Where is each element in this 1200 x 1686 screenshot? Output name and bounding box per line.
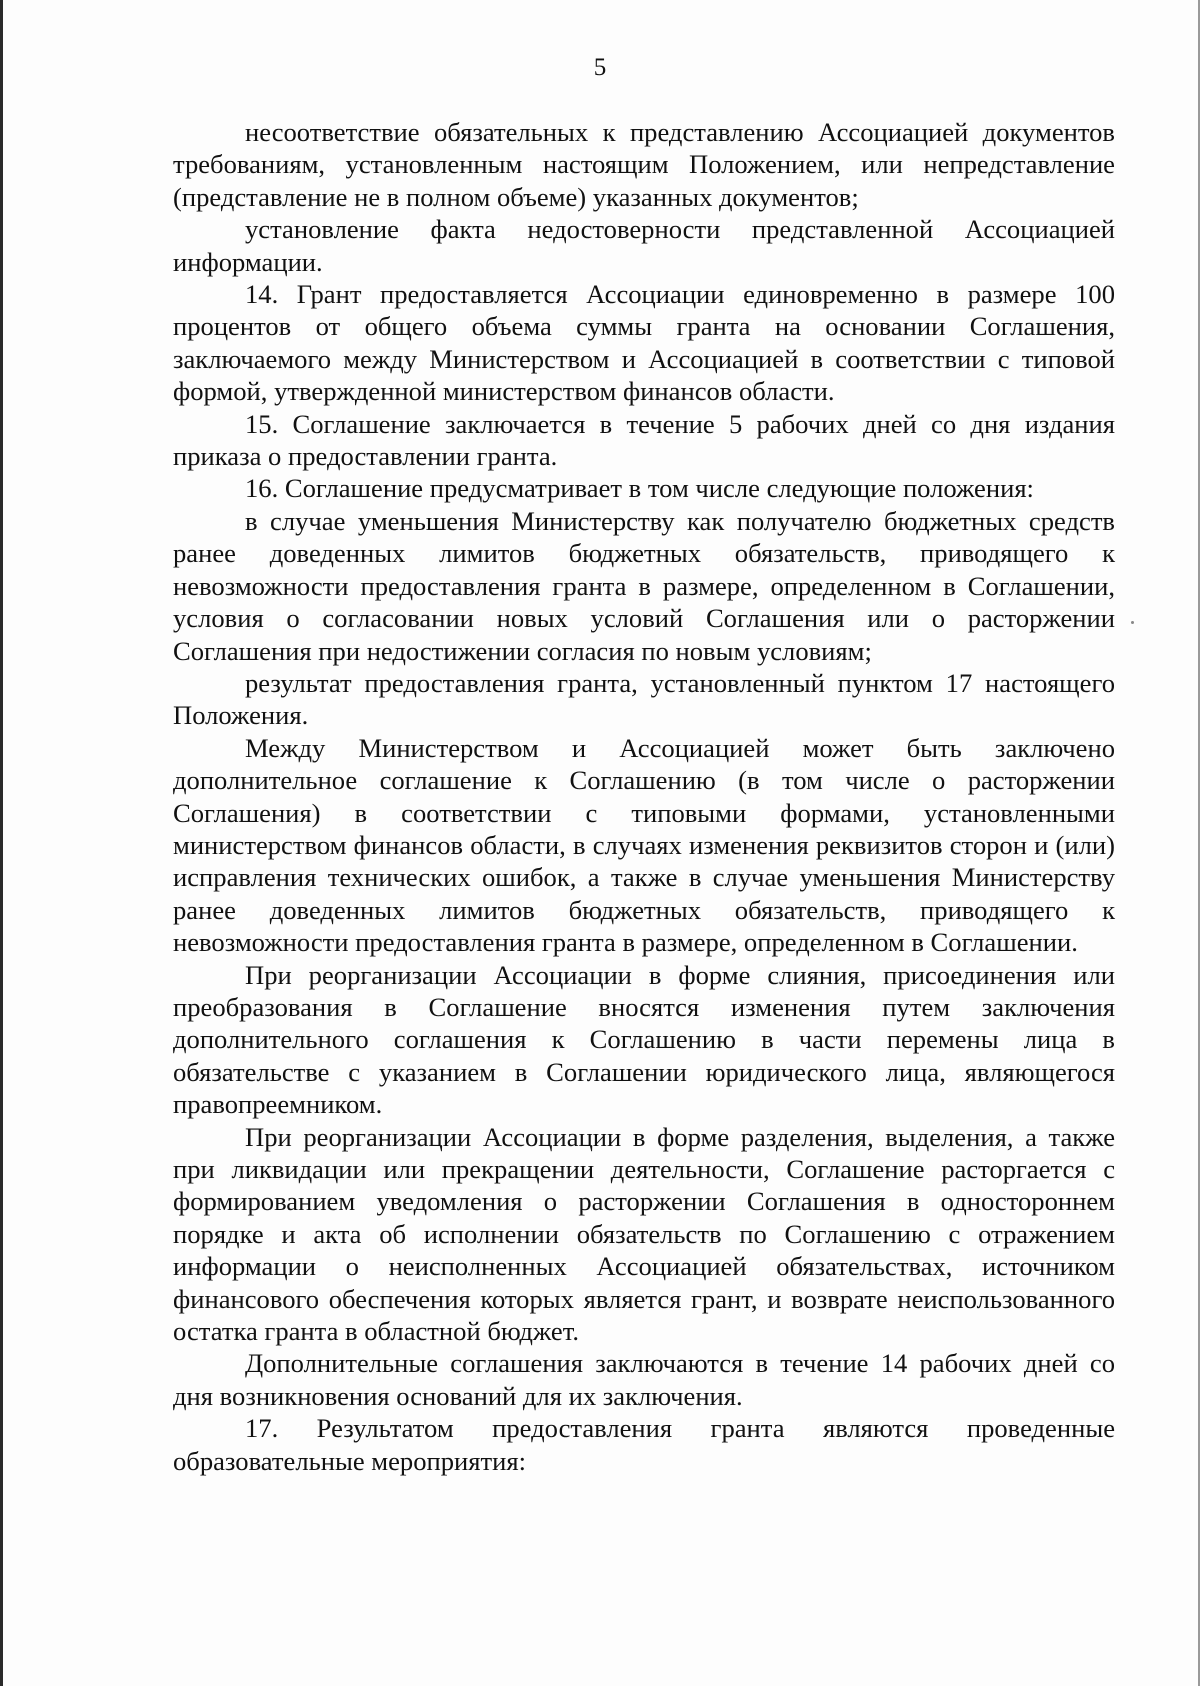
paragraph: Между Министерством и Ассоциацией может быть заключено дополнительное соглашение к Соглашению (в том числе о расторжении Соглашения) в соответствии с типовыми формами, установленными министерством финансов области, в случаях изменения реквизитов сторон и (или) исправления технических ошибок, а также в случае уменьшения Министерству ранее доведенных лимитов бюджетных обязательств, приводящего к невозможности предоставления гранта в размере, определенном в Соглашении. (173, 732, 1115, 958)
paragraph: результат предоставления гранта, установленный пунктом 17 настоящего Положения. (173, 667, 1115, 731)
paragraph: несоответствие обязательных к представлению Ассоциацией документов требованиям, установленным настоящим Положением, или непредставление (представление не в полном объеме) указанных документов; (173, 117, 1115, 212)
page-number: 5 (593, 54, 607, 81)
paragraph: При реорганизации Ассоциации в форме разделения, выделения, а также при ликвидации или прекращении деятельности, Соглашение расторгается с формированием уведомления о расторжении Соглашения в одностороннем порядке и акта об исполнении обязательств по Соглашению с отражением информации о неисполненных Ассоциацией обязательствах, источником финансового обеспечения которых является грант, и возврате неиспользованного остатка гранта в областной бюджет. (173, 1121, 1115, 1347)
paragraph-clause-15: 15. Соглашение заключается в течение 5 рабочих дней со дня издания приказа о предоставлении гранта. (173, 408, 1115, 472)
paragraph: Дополнительные соглашения заключаются в течение 14 рабочих дней со дня возникновения оснований для их заключения. (173, 1348, 1115, 1411)
scan-edge-left (0, 0, 3, 1686)
scan-speck (1131, 621, 1134, 624)
paragraph-clause-14: 14. Грант предоставляется Ассоциации единовременно в размере 100 процентов от общего объема суммы гранта на основании Соглашения, заключаемого между Министерством и Ассоциацией в соответствии с типовой формой, утвержденной министерством финансов области. (173, 279, 1115, 407)
paragraph: установление факта недостоверности представленной Ассоциацией информации. (173, 214, 1115, 277)
paragraph-clause-16: 16. Соглашение предусматривает в том числе следующие положения: (245, 473, 1034, 504)
paragraph: При реорганизации Ассоциации в форме слияния, присоединения или преобразования в Соглашение вносятся изменения путем заключения дополнительного соглашения к Соглашению в части перемены лица в обязательстве с указанием в Соглашении юридического лица, являющегося правопреемником. (173, 959, 1115, 1120)
paragraph-clause-17: 17. Результатом предоставления гранта являются проведенные образовательные мероприятия: (173, 1413, 1115, 1476)
document-body (173, 116, 1115, 1477)
paragraph: в случае уменьшения Министерству как получателю бюджетных средств ранее доведенных лимитов бюджетных обязательств, приводящего к невозможности предоставления гранта в размере, определенном в Соглашении, условия о согласовании новых условий Соглашения или о расторжении Соглашения при недостижении согласия по новым условиям; (173, 505, 1115, 666)
